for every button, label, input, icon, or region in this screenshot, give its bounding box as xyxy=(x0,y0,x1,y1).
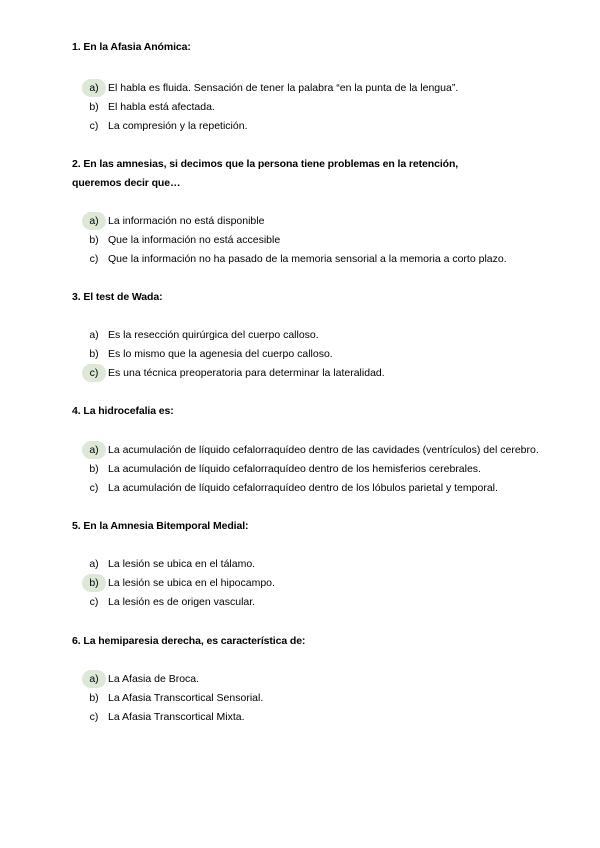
option-text: La lesión se ubica en el hipocampo. xyxy=(108,577,275,589)
option-text: La información no está disponible xyxy=(108,215,265,227)
option-text: La acumulación de líquido cefalorraquídeo dentro de los hemisferios cerebrales. xyxy=(108,463,481,475)
option-text: El habla es fluida. Sensación de tener la palabra “en la punta de la lengua”. xyxy=(108,82,459,94)
option-letter: a) xyxy=(82,441,106,459)
option-letter: a) xyxy=(89,329,99,341)
option-letter: b) xyxy=(89,234,99,246)
option-text: Es la resección quirúrgica del cuerpo calloso. xyxy=(108,329,319,341)
option-letter: c) xyxy=(89,120,99,132)
option-text: Que la información no ha pasado de la memoria sensorial a la memoria a corto plazo. xyxy=(108,253,507,265)
option-text: Es una técnica preoperatoria para determinar la lateralidad. xyxy=(108,367,385,379)
option-text: Que la información no está accesible xyxy=(108,234,281,246)
option-text: La Afasia Transcortical Mixta. xyxy=(108,711,245,723)
option-letter: a) xyxy=(82,670,106,688)
option-letter: c) xyxy=(89,596,99,608)
option-text: La Afasia de Broca. xyxy=(108,673,200,685)
option-letter: a) xyxy=(89,558,99,570)
option-letter: c) xyxy=(89,482,99,494)
option-text: La Afasia Transcortical Sensorial. xyxy=(108,692,264,704)
question-6-title: 6. La hemiparesia derecha, es característica de: xyxy=(72,635,306,647)
option-text: La acumulación de líquido cefalorraquídeo dentro de las cavidades (ventrículos) del cerebro. xyxy=(108,444,539,456)
option-letter: c) xyxy=(89,711,99,723)
option-text: El habla está afectada. xyxy=(108,101,215,113)
option-letter: a) xyxy=(82,212,106,230)
option-letter: b) xyxy=(89,692,99,704)
question-2-title-line-1: 2. En las amnesias, si decimos que la persona tiene problemas en la retención, xyxy=(72,158,459,170)
question-2-title-line-2: queremos decir que… xyxy=(72,177,181,189)
option-letter: a) xyxy=(82,79,106,97)
option-letter: b) xyxy=(89,101,99,113)
option-text: La acumulación de líquido cefalorraquídeo dentro de los lóbulos parietal y temporal. xyxy=(108,482,498,494)
option-letter: b) xyxy=(89,463,99,475)
option-letter: b) xyxy=(82,574,106,592)
question-4-title: 4. La hidrocefalia es: xyxy=(72,405,174,417)
question-3-title: 3. El test de Wada: xyxy=(72,291,163,303)
option-letter: c) xyxy=(89,253,99,265)
option-text: Es lo mismo que la agenesia del cuerpo calloso. xyxy=(108,348,333,360)
option-text: La lesión se ubica en el tálamo. xyxy=(108,558,256,570)
option-letter: b) xyxy=(89,348,99,360)
option-text: La compresión y la repetición. xyxy=(108,120,248,132)
option-letter: c) xyxy=(82,364,106,382)
option-text: La lesión es de origen vascular. xyxy=(108,596,256,608)
question-5-title: 5. En la Amnesia Bitemporal Medial: xyxy=(72,520,249,532)
question-1-title: 1. En la Afasia Anómica: xyxy=(72,41,191,53)
